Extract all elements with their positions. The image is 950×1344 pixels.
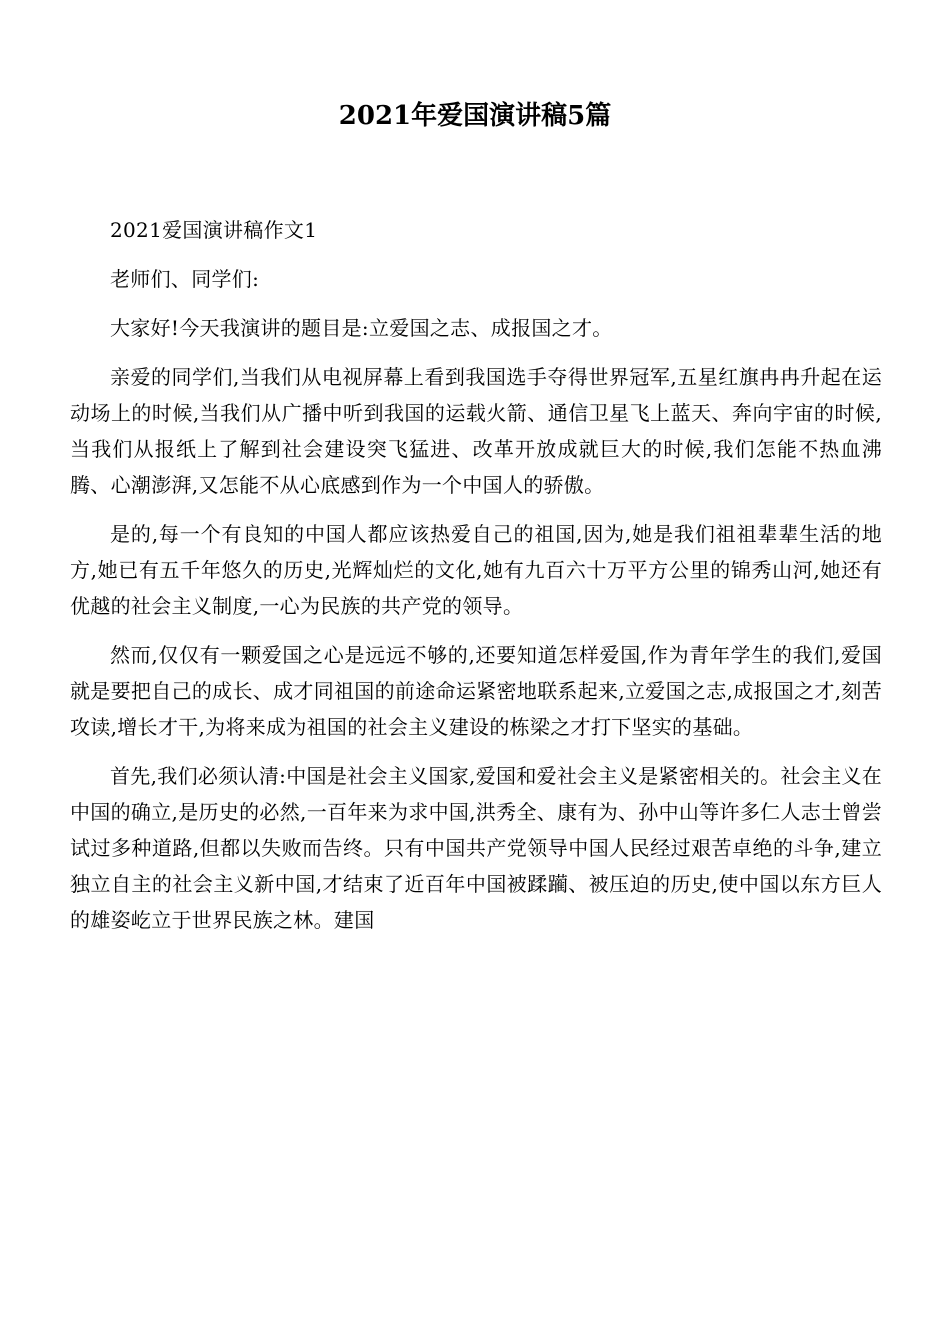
paragraph-greeting: 大家好!今天我演讲的题目是:立爱国之志、成报国之才。 <box>110 316 613 340</box>
document-body <box>70 212 882 951</box>
paragraph: 是的,每一个有良知的中国人都应该热爱自己的祖国,因为,她是我们祖祖辈辈生活的地方,她已有五千年悠久的历史,光辉灿烂的文化,她有九百六十万平方公里的锦秀山河,她还有优越的社会主义制度,一心为民族的共产党的领导。 <box>70 522 882 618</box>
paragraph-heading: 2021爱国演讲稿作文1 <box>110 218 318 242</box>
paragraph: 然而,仅仅有一颗爱国之心是远远不够的,还要知道怎样爱国,作为青年学生的我们,爱国就是要把自己的成长、成才同祖国的前途命运紧密地联系起来,立爱国之志,成报国之才,刻苦攻读,增长才干,为将来成为祖国的社会主义建设的栋梁之才打下坚实的基础。 <box>70 643 882 739</box>
paragraph: 首先,我们必须认清:中国是社会主义国家,爱国和爱社会主义是紧密相关的。社会主义在中国的确立,是历史的必然,一百年来为求中国,洪秀全、康有为、孙中山等许多仁人志士曾尝试过多种道路,但都以失败而告终。只有中国共产党领导中国人民经过艰苦卓绝的斗争,建立独立自主的社会主义新中国,才结束了近百年中国被蹂躏、被压迫的历史,使中国以东方巨人的雄姿屹立于世界民族之林。建国 <box>70 764 882 932</box>
paragraph: 亲爱的同学们,当我们从电视屏幕上看到我国选手夺得世界冠军,五星红旗冉冉升起在运动场上的时候,当我们从广播中听到我国的运载火箭、通信卫星飞上蓝天、奔向宇宙的时候,当我们从报纸上了解到社会建设突飞猛进、改革开放成就巨大的时候,我们怎能不热血沸腾、心潮澎湃,又怎能不从心底感到作为一个中国人的骄傲。 <box>70 365 882 497</box>
paragraph-salutation: 老师们、同学们: <box>110 267 260 291</box>
document-title: 2021年爱国演讲稿5篇 <box>338 101 612 131</box>
